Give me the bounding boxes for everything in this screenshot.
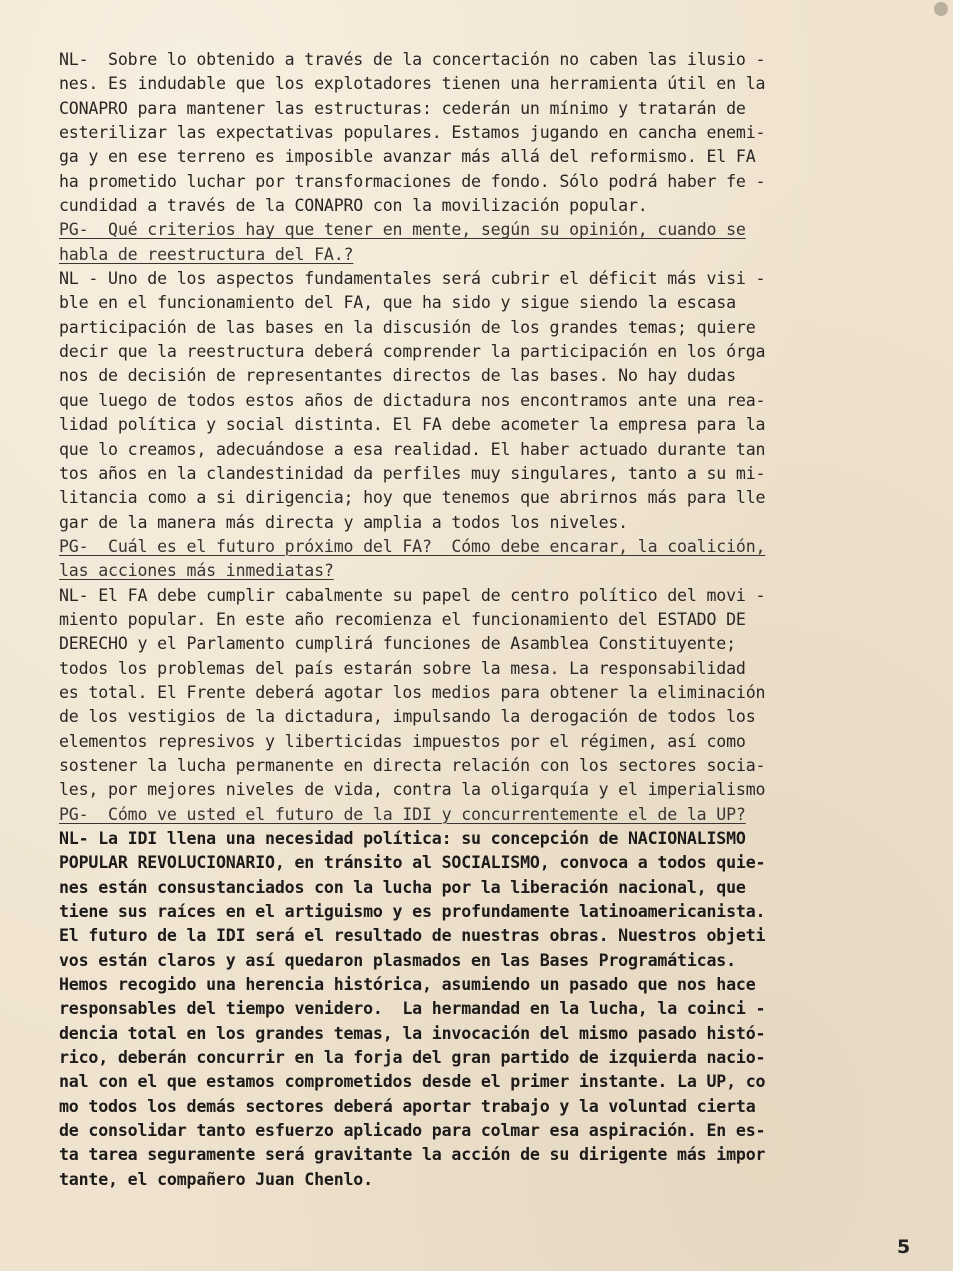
text-line: litancia como a si dirigencia; hoy que tenemos que abrirnos más para lle bbox=[59, 488, 766, 508]
text-line: que luego de todos estos años de dictadura nos encontramos ante una rea- bbox=[59, 390, 766, 410]
text-line: NL- Sobre lo obtenido a través de la concertación no caben las ilusio - bbox=[59, 50, 766, 69]
answer-line: dencia total en los grandes temas, la invocación del mismo pasado histó- bbox=[59, 1023, 766, 1043]
text-line: sostener la lucha permanente en directa relación con los sectores socia- bbox=[59, 755, 766, 775]
question-line: PG- Qué criterios hay que tener en mente, según su opinión, cuando se bbox=[59, 220, 746, 240]
interview-text bbox=[59, 48, 927, 1192]
text-line: participación de las bases en la discusión de los grandes temas; quiere bbox=[59, 317, 756, 337]
question-line: PG- Cómo ve usted el futuro de la IDI y concurrentemente el de la UP? bbox=[59, 804, 746, 824]
question-line: habla de reestructura del FA.? bbox=[59, 244, 354, 264]
text-line: cundidad a través de la CONAPRO con la movilización popular. bbox=[59, 196, 648, 216]
text-line: ha prometido luchar por transformaciones de fondo. Sólo podrá haber fe - bbox=[59, 171, 766, 191]
answer-line: Hemos recogido una herencia histórica, asumiendo un pasado que nos hace bbox=[59, 975, 756, 995]
answer-line: nes están consustanciados con la lucha por la liberación nacional, que bbox=[59, 877, 746, 897]
text-line: decir que la reestructura deberá comprender la participación en los órga bbox=[59, 342, 766, 362]
answer-line: tante, el compañero Juan Chenlo. bbox=[59, 1169, 373, 1189]
text-line: nos de decisión de representantes directos de las bases. No hay dudas bbox=[59, 366, 736, 386]
text-line: ga y en ese terreno es imposible avanzar más allá del reformismo. El FA bbox=[59, 147, 756, 167]
question-line: PG- Cuál es el futuro próximo del FA? Cómo debe encarar, la coalición, bbox=[59, 536, 766, 556]
page-number: 5 bbox=[897, 1236, 911, 1258]
text-line: esterilizar las expectativas populares. Estamos jugando en cancha enemi- bbox=[59, 123, 766, 143]
answer-line: mo todos los demás sectores deberá aportar trabajo y la voluntad cierta bbox=[59, 1096, 756, 1116]
answer-line: ta tarea seguramente será gravitante la acción de su dirigente más impor bbox=[59, 1145, 766, 1165]
text-line: les, por mejores niveles de vida, contra la oligarquía y el imperialismo bbox=[59, 780, 766, 800]
answer-line: NL- La IDI llena una necesidad política: su concepción de NACIONALISMO bbox=[59, 829, 746, 848]
answer-line: vos están claros y así quedaron plasmados en las Bases Programáticas. bbox=[59, 950, 736, 970]
answer-line: POPULAR REVOLUCIONARIO, en tránsito al SOCIALISMO, convoca a todos quie- bbox=[59, 853, 766, 873]
ink-dot bbox=[934, 2, 948, 16]
text-line: NL- El FA debe cumplir cabalmente su papel de centro político del movi - bbox=[59, 585, 766, 605]
text-line: todos los problemas del país estarán sobre la mesa. La responsabilidad bbox=[59, 658, 746, 678]
text-line: NL - Uno de los aspectos fundamentales será cubrir el déficit más visi - bbox=[59, 269, 766, 289]
text-line: miento popular. En este año recomienza el funcionamiento del ESTADO DE bbox=[59, 609, 746, 629]
text-line: elementos represivos y liberticidas impuestos por el régimen, así como bbox=[59, 731, 746, 751]
text-line: DERECHO y el Parlamento cumplirá funciones de Asamblea Constituyente; bbox=[59, 634, 736, 654]
question-line: las acciones más inmediatas? bbox=[59, 561, 334, 581]
answer-line: El futuro de la IDI será el resultado de nuestras obras. Nuestros objeti bbox=[59, 926, 766, 946]
answer-line: nal con el que estamos comprometidos desde el primer instante. La UP, co bbox=[59, 1072, 766, 1092]
text-line: ble en el funcionamiento del FA, que ha sido y sigue siendo la escasa bbox=[59, 293, 736, 313]
text-line: de los vestigios de la dictadura, impulsando la derogación de todos los bbox=[59, 707, 756, 727]
answer-line: responsables del tiempo venidero. La hermandad en la lucha, la coinci - bbox=[59, 999, 766, 1019]
answer-line: tiene sus raíces en el artiguismo y es profundamente latinoamericanista. bbox=[59, 902, 766, 922]
text-line: CONAPRO para mantener las estructuras: cederán un mínimo y tratarán de bbox=[59, 98, 746, 118]
text-line: gar de la manera más directa y amplia a todos los niveles. bbox=[59, 512, 628, 532]
text-line: es total. El Frente deberá agotar los medios para obtener la eliminación bbox=[59, 682, 766, 702]
text-line: tos años en la clandestinidad da perfiles muy singulares, tanto a su mi- bbox=[59, 463, 766, 483]
text-line: nes. Es indudable que los explotadores tienen una herramienta útil en la bbox=[59, 74, 766, 94]
text-line: que lo creamos, adecuándose a esa realidad. El haber actuado durante tan bbox=[59, 439, 766, 459]
answer-line: rico, deberán concurrir en la forja del gran partido de izquierda nacio- bbox=[59, 1048, 766, 1068]
text-line: lidad política y social distinta. El FA debe acometer la empresa para la bbox=[59, 415, 766, 435]
answer-line: de consolidar tanto esfuerzo aplicado para colmar esa aspiración. En es- bbox=[59, 1121, 766, 1141]
